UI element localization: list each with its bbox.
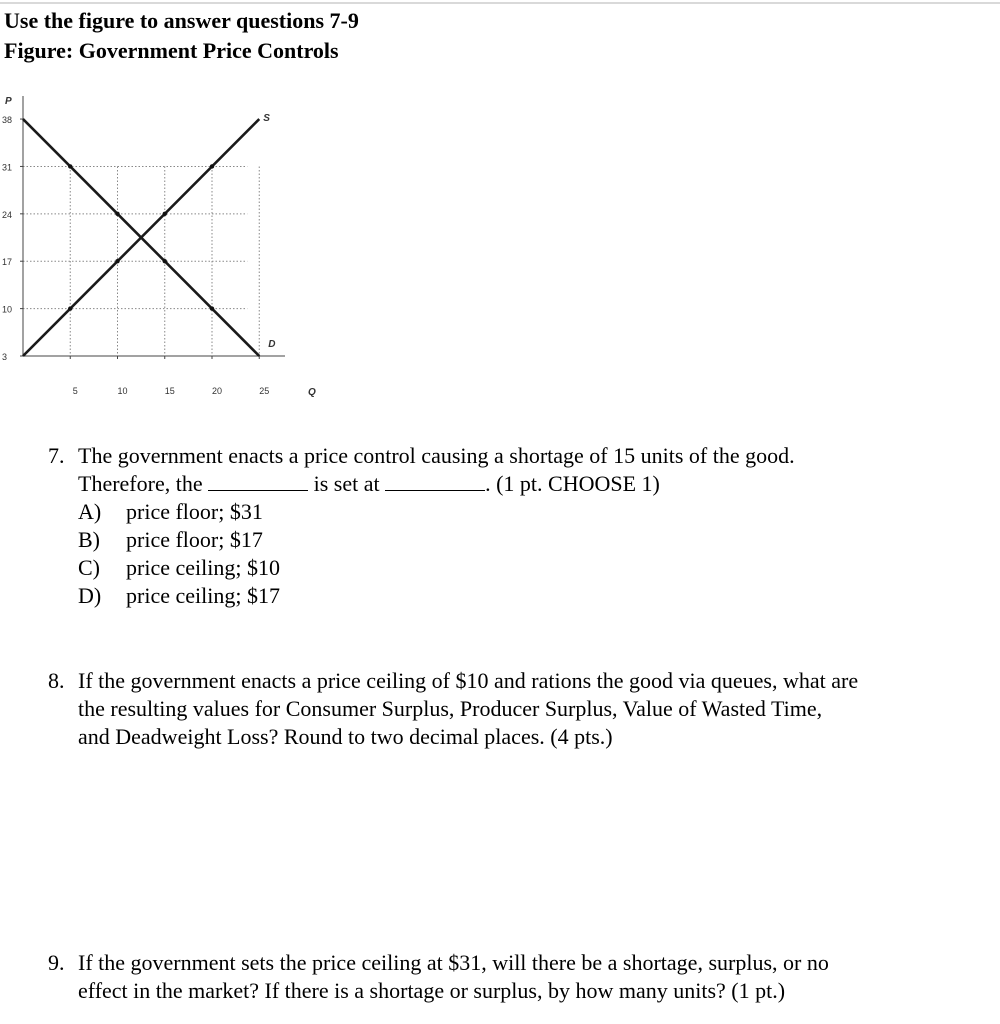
x-axis-title: Q — [308, 387, 316, 398]
y-tick-label: 31 — [2, 162, 13, 173]
y-tick-label: 38 — [2, 115, 13, 126]
y-tick-label: 10 — [2, 304, 13, 315]
question-number: 8. — [48, 668, 65, 693]
choice-d[interactable]: D) price ceiling; $17 — [78, 583, 280, 608]
supply-label: S — [263, 113, 270, 125]
y-axis-title: P — [5, 96, 12, 107]
x-tick-label: 5 — [72, 386, 78, 396]
question-number: 9. — [48, 950, 65, 975]
question-number: 7. — [48, 443, 65, 468]
question-text-line: If the government sets the price ceiling at $31, will there be a shortage, surplus, or no — [78, 950, 829, 975]
data-point — [210, 164, 214, 168]
x-tick-label: 15 — [164, 386, 175, 396]
data-point — [163, 259, 167, 263]
top-rule — [0, 2, 1000, 4]
y-tick-label: 3 — [2, 352, 8, 362]
choice-b[interactable]: B) price floor; $17 — [78, 527, 263, 552]
data-point — [68, 164, 72, 168]
answer-blank[interactable] — [208, 474, 308, 491]
data-point — [115, 212, 119, 216]
question-text-line: the resulting values for Consumer Surplus, Producer Surplus, Value of Wasted Time, — [78, 696, 823, 721]
question-text-line: effect in the market? If there is a shortage or surplus, by how many units? (1 pt.) — [78, 978, 786, 1003]
data-point — [163, 212, 167, 216]
grid-layer — [23, 166, 259, 356]
data-point — [68, 306, 72, 310]
question-text-line: and Deadweight Loss? Round to two decimal places. (4 pts.) — [78, 724, 613, 749]
y-tick-label: 24 — [2, 209, 13, 220]
data-point — [115, 259, 119, 263]
question-text-line: If the government enacts a price ceiling of $10 and rations the good via queues, what are — [78, 668, 859, 693]
figure-title: Figure: Government Price Controls — [4, 38, 339, 63]
price-controls-chart — [0, 88, 330, 408]
question-text-line: Therefore, the is set at . (1 pt. CHOOSE 1) — [78, 471, 660, 496]
choice-c[interactable]: C) price ceiling; $10 — [78, 555, 280, 580]
x-tick-label: 10 — [117, 386, 128, 396]
label-layer — [2, 96, 316, 398]
demand-label: D — [268, 339, 276, 350]
question-text-line: The government enacts a price control causing a shortage of 15 units of the good. — [78, 443, 795, 468]
answer-blank[interactable] — [385, 474, 485, 491]
question-7 — [0, 442, 1000, 502]
question-9 — [0, 949, 1000, 1009]
x-tick-label: 25 — [259, 386, 270, 396]
x-tick-label: 20 — [211, 386, 223, 396]
series-layer — [23, 119, 259, 356]
choice-a[interactable]: A) price floor; $31 — [78, 499, 263, 524]
instruction-heading: Use the figure to answer questions 7-9 — [4, 8, 359, 33]
data-point — [210, 306, 214, 310]
y-tick-label: 17 — [2, 257, 13, 268]
question-8 — [0, 667, 1000, 757]
